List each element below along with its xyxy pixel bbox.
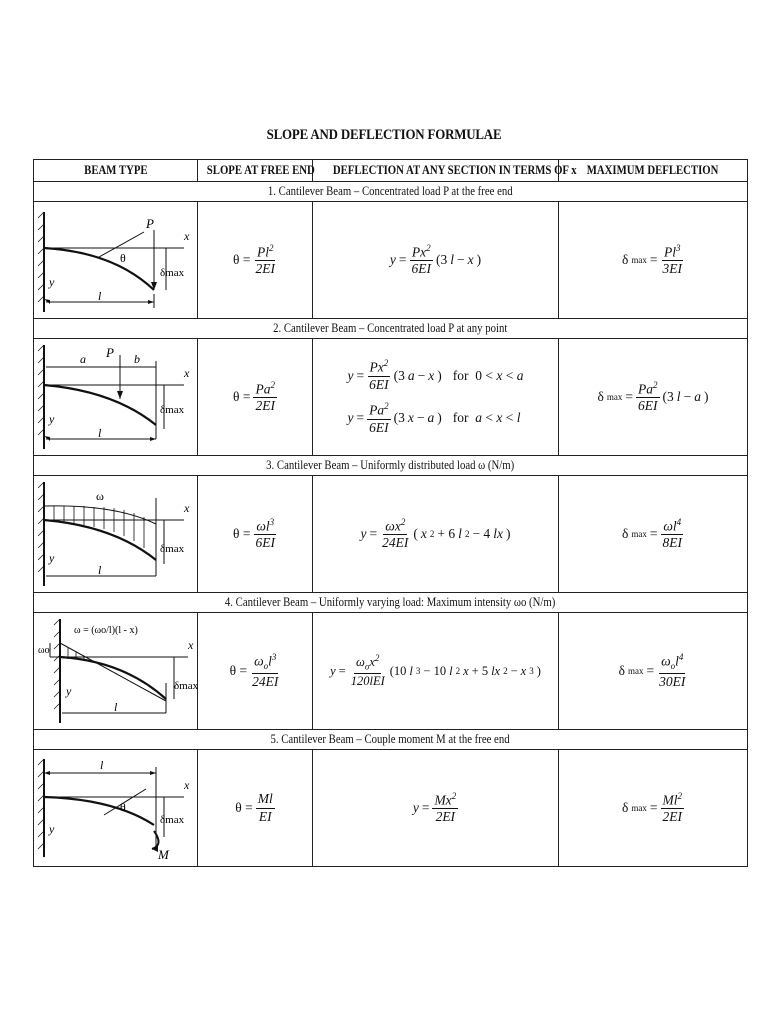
header-slope: SLOPE AT FREE END — [198, 160, 313, 182]
header-max-deflection: MAXIMUM DEFLECTION — [559, 160, 748, 182]
omega-definition-label: ω = (ωo/l)(l - x) — [74, 625, 138, 636]
delta-max-label: δmax — [160, 404, 185, 416]
delta-max-label: δmax — [160, 814, 185, 826]
case-caption: 4. Cantilever Beam – Uniformly varying load: Maximum intensity ωo (N/m) — [34, 593, 748, 613]
x-axis-label: x — [184, 366, 190, 380]
header-beam-type: BEAM TYPE — [34, 160, 198, 182]
x-axis-label: x — [184, 229, 190, 243]
omega-o-label: ωo — [38, 645, 50, 656]
beam-figure-2 — [34, 339, 198, 456]
beam-figure-4 — [34, 613, 198, 730]
max-deflection-cell-1: δ max = $\frac{Pl^3}{3EI}$ — [559, 202, 748, 319]
length-label: l — [98, 426, 102, 440]
max-deflection-cell-3: δ max = $\frac{\omega l^4}{8EI}$ — [559, 476, 748, 593]
theta-label: θ — [120, 251, 126, 265]
case-row-1 — [34, 202, 748, 319]
case-caption: 5. Cantilever Beam – Couple moment M at the free end — [34, 730, 748, 750]
case-caption: 2. Cantilever Beam – Concentrated load P at any point — [34, 319, 748, 339]
case-row-2 — [34, 339, 748, 456]
y-axis-label: y — [49, 551, 55, 565]
y-axis-label: y — [49, 275, 55, 289]
dimension-a-label: a — [80, 352, 86, 366]
max-deflection-cell-2: δ max = $\frac{Pa^2}{6EI}$ (3 l − a ) — [559, 339, 748, 456]
load-p-label: P — [106, 345, 114, 360]
beam-figure-3 — [34, 476, 198, 593]
omega-label: ω — [96, 489, 104, 503]
y-axis-label: y — [49, 412, 55, 426]
deflection-cell-2: y = $\frac{Px^2}{6EI}$ (3 a − x ) for 0 < x < a y = $\frac{Pa^2}{6EI}$ (3 x − a ) for a < x < l — [313, 339, 559, 456]
x-axis-label: x — [184, 501, 190, 515]
delta-max-label: δmax — [160, 543, 185, 555]
max-deflection-cell-5: δ max = $\frac{Ml^2}{2EI}$ — [559, 750, 748, 867]
x-axis-label: x — [188, 638, 194, 652]
header-deflection: DEFLECTION AT ANY SECTION IN TERMS OF x — [313, 160, 559, 182]
slope-cell-1: θ = $\frac{Pl^2}{2EI}$ — [198, 202, 313, 319]
x-axis-label: x — [184, 778, 190, 792]
delta-max-label: δmax — [174, 680, 198, 692]
load-p-label: P — [146, 216, 154, 231]
length-label: l — [98, 563, 102, 577]
case-caption: 3. Cantilever Beam – Uniformly distributed load ω (N/m) — [34, 456, 748, 476]
length-label: l — [100, 758, 104, 772]
page-title: SLOPE AND DEFLECTION FORMULAE — [266, 127, 502, 143]
max-deflection-cell-4: δ max = $\frac{\omega_ol^4}{30EI}$ — [559, 613, 748, 730]
moment-m-label: M — [158, 847, 169, 862]
slope-cell-5: θ = $\frac{Ml}{EI}$ — [198, 750, 313, 867]
deflection-cell-5: y = $\frac{Mx^2}{2EI}$ — [313, 750, 559, 867]
slope-cell-2: θ = $\frac{Pa^2}{2EI}$ — [198, 339, 313, 456]
deflection-cell-1: y = $\frac{Px^2}{6EI}$ (3 l − x ) — [313, 202, 559, 319]
deflection-cell-3: y = $\frac{\omega x^2}{24EI}$ ( x 2 + 6 l 2 − 4 lx ) — [313, 476, 559, 593]
beam-figure-5 — [34, 750, 198, 867]
beam-figure-1 — [34, 202, 198, 319]
length-label: l — [98, 289, 102, 303]
y-axis-label: y — [66, 684, 72, 698]
theta-label: θ — [120, 800, 126, 814]
length-label: l — [114, 700, 118, 714]
formula-table — [33, 159, 748, 867]
slope-cell-4: θ = $\frac{\omega_ol^3}{24EI}$ — [198, 613, 313, 730]
header-row — [34, 160, 748, 182]
case-caption: 1. Cantilever Beam – Concentrated load P at the free end — [34, 182, 748, 202]
case-row-3 — [34, 476, 748, 593]
dimension-b-label: b — [134, 352, 140, 366]
deflection-cell-4: y = $\frac{\omega_ox^2}{\text{120lEI}}$ (10 l 3 − 10 l 2 x + 5 lx 2 − x 3 ) — [313, 613, 559, 730]
y-axis-label: y — [49, 822, 55, 836]
slope-cell-3: θ = $\frac{\omega l^3}{6EI}$ — [198, 476, 313, 593]
delta-max-label: δmax — [160, 267, 185, 279]
case-row-5 — [34, 750, 748, 867]
case-row-4 — [34, 613, 748, 730]
